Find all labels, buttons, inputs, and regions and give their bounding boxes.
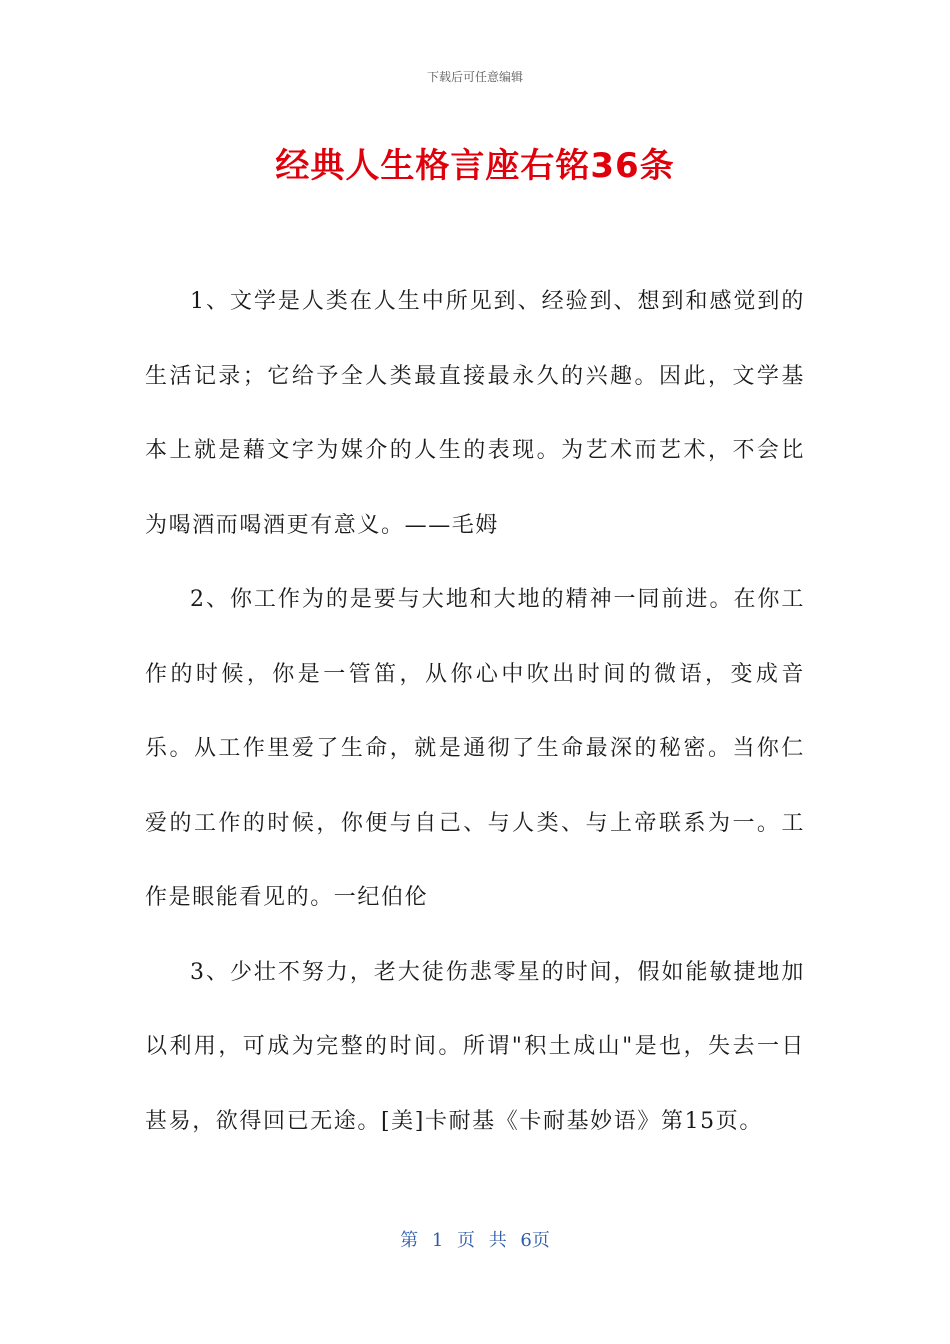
paragraph-3: 3、少壮不努力，老大徒伤悲零星的时间，假如能敏捷地加以利用，可成为完整的时间。所谓"积土成山"是也，失去一日甚易，欲得回已无途。[美]卡耐基《卡耐基妙语》第15页。 — [145, 959, 805, 1134]
paragraph-1: 1、文学是人类在人生中所见到、经验到、想到和感觉到的生活记录；它给予全人类最直接最永久的兴趣。因此，文学基本上就是藉文字为媒介的人生的表现。为艺术而艺术，不会比为喝酒而喝酒更有意义。——毛姆 — [145, 289, 805, 538]
header-note: 下载后可任意编辑 — [426, 70, 523, 84]
document-title: 经典人生格言座右铭36条 — [275, 146, 675, 186]
paragraph-2: 2、你工作为的是要与大地和大地的精神一同前进。在你工作的时候，你是一管笛，从你心中吹出时间的微语，变成音乐。从工作里爱了生命，就是通彻了生命最深的秘密。当你仁爱的工作的时候，你便与自己、与人类、与上帝联系为一。工作是眼能看见的。一纪伯伦 — [145, 587, 805, 910]
page-number: 第 1 页 共 6页 — [400, 1230, 550, 1251]
document-body — [145, 265, 805, 1159]
